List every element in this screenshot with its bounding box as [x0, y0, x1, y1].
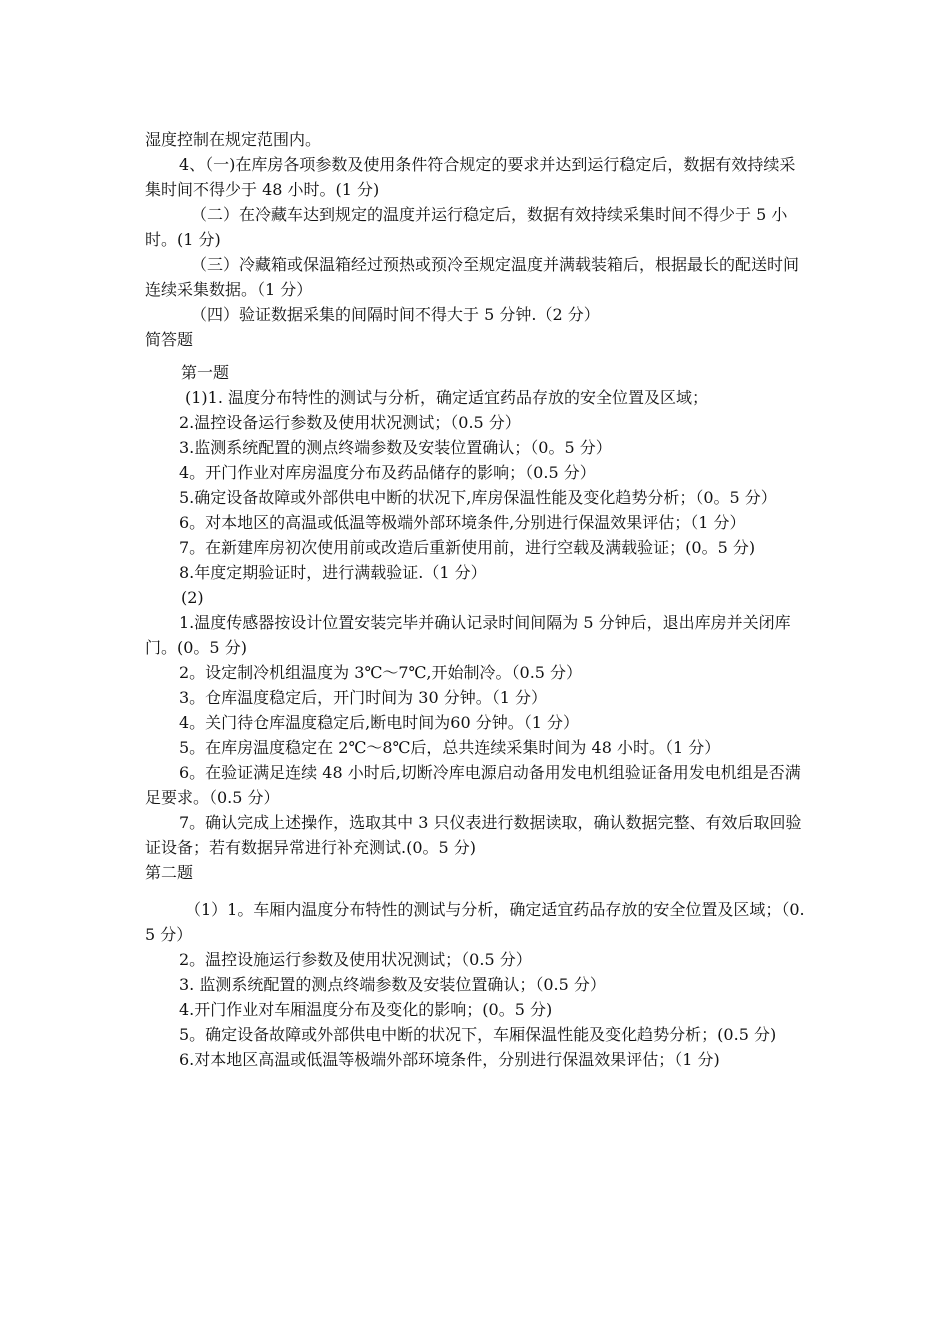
q2-title: 第二题	[145, 863, 194, 882]
spacer	[145, 352, 810, 360]
q1-step-5: 5。在库房温度稳定在 2℃～8℃后，总共连续采集时间为 48 小时。（1 分）	[179, 738, 721, 757]
q1-part2-label: (2)	[181, 588, 204, 607]
q2-item-2: 2。温控设施运行参数及使用状况测试；（0.5 分）	[179, 950, 532, 969]
q2-item-3: 3. 监测系统配置的测点终端参数及安装位置确认；（0.5 分）	[179, 975, 606, 994]
q1-item-8: 8.年度定期验证时，进行满载验证.（1 分）	[179, 563, 487, 582]
q1-step-2: 2。设定制冷机组温度为 3℃～7℃,开始制冷。（0.5 分）	[179, 663, 583, 682]
intro-item-4: 4、（一)在库房各项参数及使用条件符合规定的要求并达到运行稳定后，数据有效持续采集时间不得少于 48 小时。(1 分)	[145, 155, 796, 199]
intro-line-0: 湿度控制在规定范围内。	[145, 130, 322, 149]
q2-item-6: 6.对本地区高温或低温等极端外部环境条件，分别进行保温效果评估；（1 分)	[179, 1050, 720, 1069]
q1-step-4: 4。关门待仓库温度稳定后,断电时间为60 分钟。（1 分）	[179, 713, 579, 732]
intro-item-2: （二）在冷藏车达到规定的温度并运行稳定后，数据有效持续采集时间不得少于 5 小时。(1 分)	[145, 205, 788, 249]
q1-step-7: 7。确认完成上述操作，选取其中 3 只仪表进行数据读取，确认数据完整、有效后取回验证设备；若有数据异常进行补充测试.(0。5 分)	[145, 813, 802, 857]
intro-item-4b: （四）验证数据采集的间隔时间不得大于 5 分钟.（2 分）	[191, 305, 600, 324]
q2-item-5: 5。确定设备故障或外部供电中断的状况下，车厢保温性能及变化趋势分析；(0.5 分)	[179, 1025, 777, 1044]
intro-item-3: （三）冷藏箱或保温箱经过预热或预冷至规定温度并满载装箱后，根据最长的配送时间连续采集数据。（1 分）	[145, 255, 800, 299]
q2-item-1: （1）1。车厢内温度分布特性的测试与分析，确定适宜药品存放的安全位置及区域；（0.5 分）	[145, 900, 805, 944]
q2-item-4: 4.开门作业对车厢温度分布及变化的影响；(0。5 分)	[179, 1000, 553, 1019]
q1-item-1: (1)1. 温度分布特性的测试与分析，确定适宜药品存放的安全位置及区域；	[185, 388, 709, 407]
q1-item-6: 6。对本地区的高温或低温等极端外部环境条件,分别进行保温效果评估；（1 分）	[179, 513, 746, 532]
q1-step-6: 6。在验证满足连续 48 小时后,切断冷库电源启动备用发电机组验证备用发电机组是否满足要求。（0.5 分）	[145, 763, 801, 807]
q1-item-2: 2.温控设备运行参数及使用状况测试；（0.5 分）	[179, 413, 521, 432]
spacer	[145, 885, 810, 897]
q1-item-5: 5.确定设备故障或外部供电中断的状况下,库房保温性能及变化趋势分析；（0。5 分）	[179, 488, 777, 507]
q1-title: 第一题	[181, 363, 230, 382]
q1-item-7: 7。在新建库房初次使用前或改造后重新使用前，进行空载及满载验证；(0。5 分)	[179, 538, 756, 557]
q1-step-3: 3。仓库温度稳定后，开门时间为 30 分钟。（1 分）	[179, 688, 547, 707]
q1-item-3: 3.监测系统配置的测点终端参数及安装位置确认；（0。5 分）	[179, 438, 612, 457]
q1-item-4: 4。开门作业对库房温度分布及药品储存的影响；（0.5 分）	[179, 463, 596, 482]
q1-step-1: 1.温度传感器按设计位置安装完毕并确认记录时间间隔为 5 分钟后，退出库房并关闭库门。(0。5 分)	[145, 613, 791, 657]
document-body	[145, 127, 810, 1072]
section-title: 简答题	[145, 330, 194, 349]
